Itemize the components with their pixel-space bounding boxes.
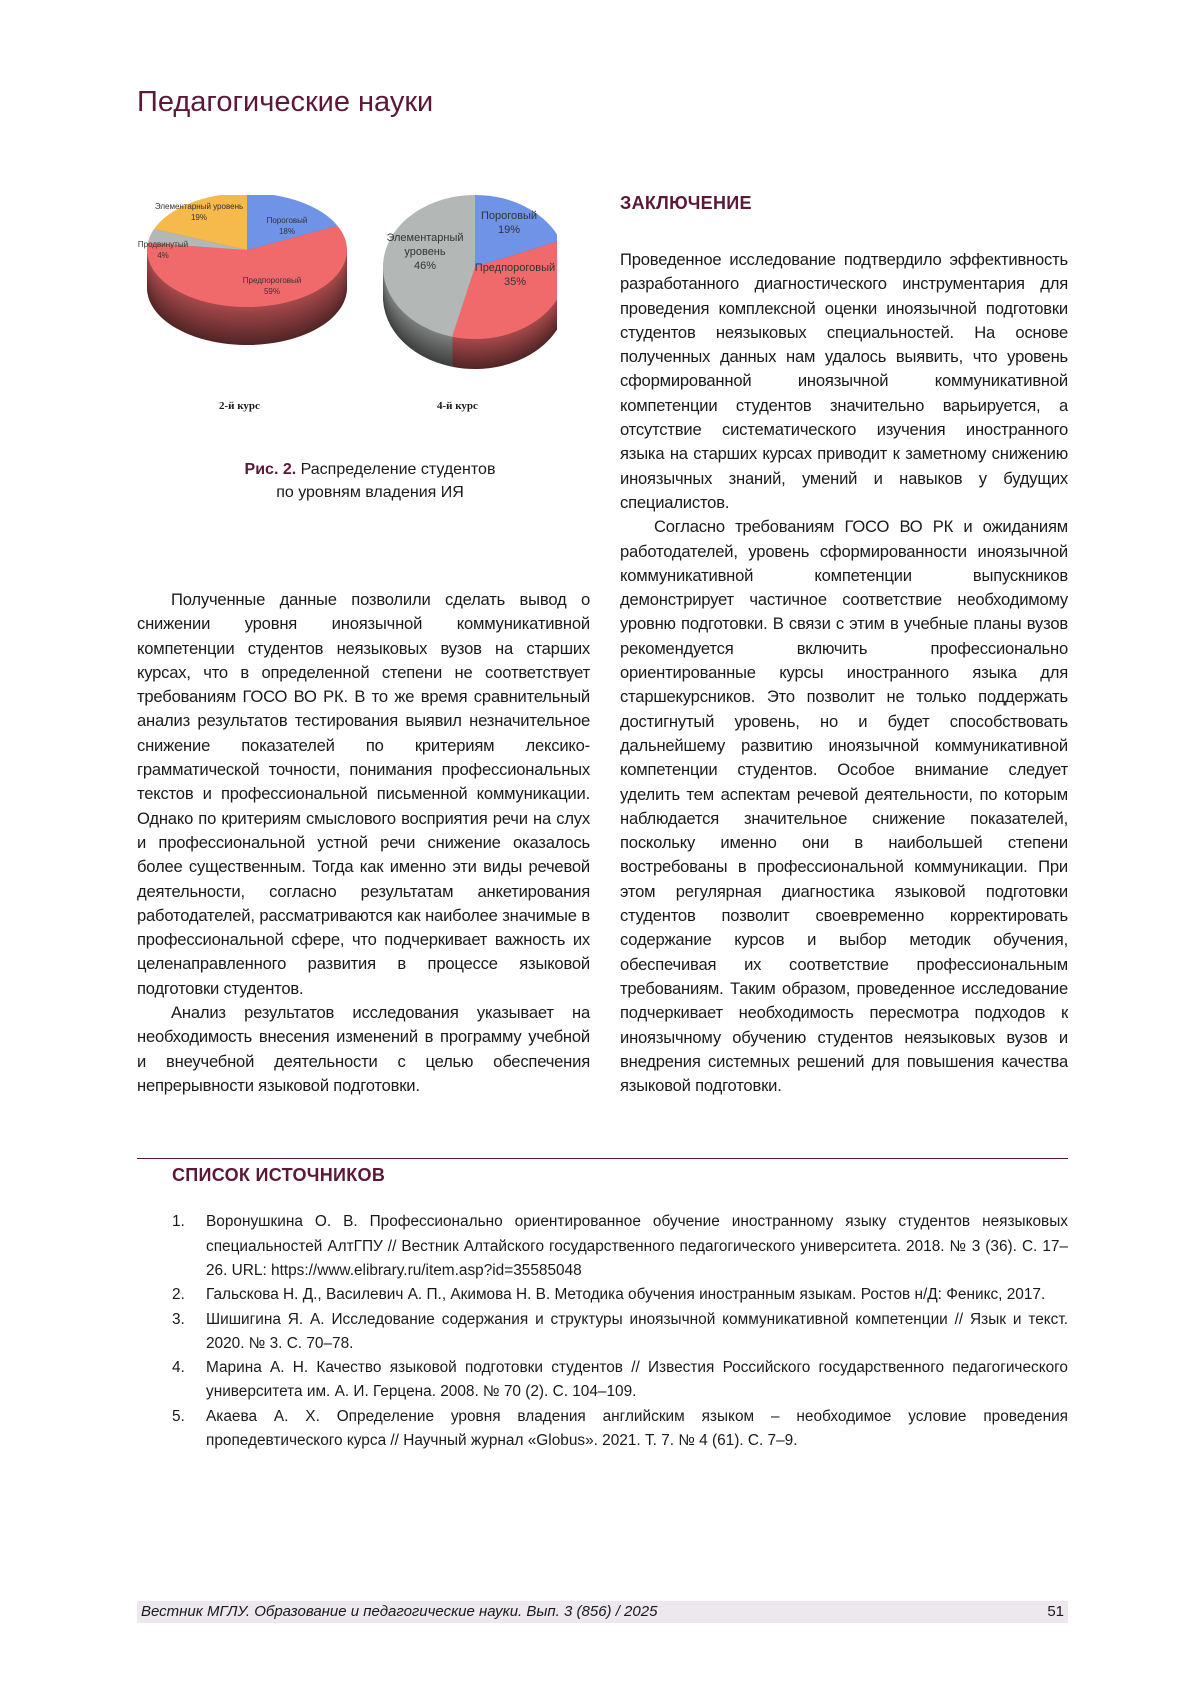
page-number: 51 (1047, 1601, 1064, 1623)
reference-number: 1. (172, 1210, 185, 1234)
reference-text: Гальскова Н. Д., Василевич А. П., Акимова Н. В. Методика обучения иностранным языкам. Ростов н/Д: Феникс, 2017. (206, 1286, 1045, 1303)
figure-caption (200, 458, 540, 504)
conclusion-text (620, 248, 1068, 1098)
pie-data-label: Элементарный уровень19% (155, 202, 243, 222)
section-title: Педагогические науки (137, 86, 433, 119)
reference-item (172, 1210, 1068, 1283)
figure-pie-charts (137, 195, 557, 420)
caption-line2: по уровням владения ИЯ (276, 484, 464, 501)
caption-label: Рис. 2. (245, 461, 297, 478)
reference-text: Акаева А. Х. Определение уровня владения английским языком – необходимое условие проведения пропедевтического курса // Научный журнал «Globus». 2021. Т. 7. № 4 (61). С. 7–9. (206, 1408, 1068, 1449)
chart-titles (137, 400, 557, 420)
pie-data-label: Пороговый18% (267, 216, 308, 236)
reference-number: 5. (172, 1405, 185, 1429)
pie-data-label: Предпороговый59% (243, 276, 301, 296)
reference-item (172, 1356, 1068, 1405)
references-list (172, 1210, 1068, 1453)
reference-text: Шишигина Я. А. Исследование содержания и структуры иноязычной коммуникативной компетенции // Язык и текст. 2020. № 3. С. 70–78. (206, 1311, 1068, 1352)
conclusion-heading: ЗАКЛЮЧЕНИЕ (620, 193, 1068, 214)
left-column-text (137, 588, 590, 1098)
chart-title-4th-year: 4-й курс (437, 400, 478, 412)
page (0, 0, 1200, 1697)
journal-name: Вестник МГЛУ. Образование и педагогические науки. Вып. 3 (856) / 2025 (141, 1601, 657, 1623)
two-column-body (137, 0, 1068, 1098)
reference-number: 4. (172, 1356, 185, 1380)
reference-text: Воронушкина О. В. Профессионально ориентированное обучение иностранному языку студентов неязыковых специальностей АлтГПУ // Вестник Алтайского государственного педагогического университета. 2018. № 3 (36). С. 17–26. URL: https://www.elibrary.ru/item.asp?id=35585048 (206, 1213, 1068, 1279)
pie-data-label: Пороговый19% (481, 210, 537, 236)
paragraph: Полученные данные позволили сделать вывод о снижении уровня иноязычной коммуникативной компетенции студентов неязыковых вузов на старших курсах, что в определенной степени не соответствует требованиям ГОСО ВО РК. В то же время сравнительный анализ результатов тестирования выявил незначительное снижение показателей по критериям лексико-грамматической точности, понимания профессиональных текстов и профессиональной письменной коммуникации. Однако по критериям смыслового восприятия речи на слух и профессиональной устной речи снижение оказалось более существенным. Тогда как именно эти виды речевой деятельности, согласно результатам анкетирования работодателей, рассматриваются как наиболее значимые в профессиональной сфере, что подчеркивает важность их целенаправленного развития в процессе языковой подготовки студентов. (137, 588, 590, 1001)
paragraph: Анализ результатов исследования указывает на необходимость внесения изменений в программу учебной и внеучебной деятельности с целью обеспечения непрерывности языковой подготовки. (137, 1001, 590, 1098)
pie-data-label: Элементарныйуровень46% (386, 232, 463, 272)
chart-title-2nd-year: 2-й курс (219, 400, 260, 412)
references-heading: СПИСОК ИСТОЧНИКОВ (172, 1165, 1200, 1186)
caption-line1: Распределение студентов (301, 461, 496, 478)
reference-number: 2. (172, 1283, 185, 1307)
pie-charts-svg (137, 195, 557, 395)
paragraph: Согласно требованиям ГОСО ВО РК и ожиданиям работодателей, уровень сформированности иноязычной коммуникативной компетенции выпускников демонстрирует частичное соответствие необходимому уровню подготовки. В связи с этим в учебные планы вузов рекомендуется включить профессионально ориентированные курсы иностранного языка для старшекурсников. Это позволит не только поддержать достигнутый уровень, но и будет способствовать дальнейшему развитию иноязычной коммуникативной компетенции студентов. Особое внимание следует уделить тем аспектам речевой деятельности, по которым наблюдается значительное снижение показателей, поскольку именно они в наибольшей степени востребованы в профессиональной коммуникации. При этом регулярная диагностика языковой подготовки студентов позволит своевременно корректировать содержание курсов и выбор методик обучения, обеспечивая их соответствие профессиональным требованиям. Таким образом, проведенное исследование подчеркивает необходимость пересмотра подходов к иноязычному обучению студентов неязыковых вузов и внедрения системных решений для повышения качества языковой подготовки. (620, 515, 1068, 1098)
right-column (620, 190, 1068, 1098)
page-footer (137, 1601, 1068, 1623)
reference-text: Марина А. Н. Качество языковой подготовки студентов // Известия Российского государственного педагогического университета им. А. И. Герцена. 2008. № 70 (2). С. 104–109. (206, 1359, 1068, 1400)
reference-item (172, 1308, 1068, 1357)
reference-item (172, 1405, 1068, 1454)
pie-data-label: Предпороговый35% (475, 262, 555, 288)
left-column (137, 190, 590, 1098)
reference-item (172, 1283, 1068, 1307)
section-divider (137, 1158, 1068, 1159)
pie-data-label: Продвинутый4% (138, 240, 188, 260)
paragraph: Проведенное исследование подтвердило эффективность разработанного диагностического инструментария для проведения комплексной оценки иноязычной подготовки студентов неязыковых специальностей. На основе полученных данных нам удалось выявить, что уровень сформированной иноязычной коммуникативной компетенции студентов значительно варьируется, а отсутствие систематического изучения иностранного языка на старших курсах приводит к заметному снижению иноязычных знаний, умений и навыков у будущих специалистов. (620, 248, 1068, 515)
reference-number: 3. (172, 1308, 185, 1332)
